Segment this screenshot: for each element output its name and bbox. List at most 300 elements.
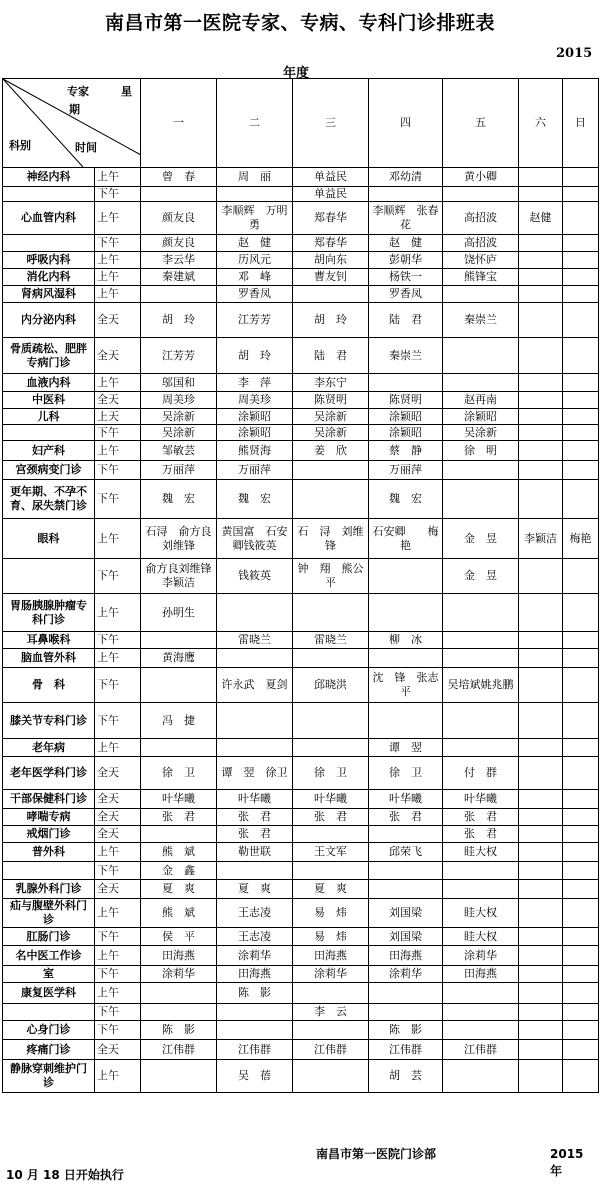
time-cell: 上午 [95, 202, 141, 235]
doctor-cell: 熊 斌 [141, 843, 217, 862]
doctor-cell [563, 252, 599, 269]
time-cell: 下午 [95, 668, 141, 703]
day-header-wed: 三 [293, 79, 369, 168]
doctor-cell [563, 461, 599, 480]
doctor-cell: 黄国富 石安卿钱筱英 [217, 519, 293, 559]
table-row [3, 790, 599, 809]
doctor-cell [563, 480, 599, 519]
dept-cell: 宫颈病变门诊 [3, 461, 95, 480]
doctor-cell [563, 826, 599, 843]
time-cell: 全天 [95, 809, 141, 826]
doctor-cell [293, 461, 369, 480]
header-row [3, 79, 599, 168]
doctor-cell: 涂颖昭 [217, 425, 293, 441]
doctor-cell [369, 374, 443, 392]
doctor-cell [369, 187, 443, 202]
corner-expert: 专家 [67, 85, 89, 98]
dept-cell: 老年病 [3, 739, 95, 757]
table-row [3, 1060, 599, 1093]
dept-cell: 中医科 [3, 392, 95, 409]
doctor-cell: 梅艳 [563, 519, 599, 559]
time-cell: 下午 [95, 425, 141, 441]
doctor-cell [563, 168, 599, 187]
doctor-cell: 魏 宏 [369, 480, 443, 519]
dept-cell: 血液内科 [3, 374, 95, 392]
doctor-cell: 涂颖昭 [369, 409, 443, 425]
table-row [3, 899, 599, 928]
doctor-cell: 赵健 [519, 202, 563, 235]
doctor-cell: 徐 明 [443, 441, 519, 461]
doctor-cell [443, 286, 519, 303]
doctor-cell [563, 790, 599, 809]
doctor-cell: 徐 卫 [141, 757, 217, 790]
table-row [3, 303, 599, 338]
doctor-cell [519, 425, 563, 441]
doctor-cell [217, 703, 293, 739]
doctor-cell [443, 480, 519, 519]
doctor-cell: 江芳芳 [217, 303, 293, 338]
doctor-cell: 石浔 俞方良 刘维锋 [141, 519, 217, 559]
dept-cell: 骨 科 [3, 668, 95, 703]
doctor-cell [217, 1004, 293, 1021]
corner-time: 时间 [75, 141, 97, 154]
table-row [3, 269, 599, 286]
doctor-cell: 熊 斌 [141, 899, 217, 928]
doctor-cell [563, 374, 599, 392]
dept-cell: 内分泌内科 [3, 303, 95, 338]
doctor-cell: 万丽萍 [141, 461, 217, 480]
doctor-cell: 王文军 [293, 843, 369, 862]
doctor-cell: 万丽萍 [217, 461, 293, 480]
doctor-cell: 涂莉华 [293, 966, 369, 983]
table-row [3, 928, 599, 946]
doctor-cell: 许永武 夏剑 [217, 668, 293, 703]
doctor-cell [443, 338, 519, 374]
doctor-cell [563, 880, 599, 899]
dept-cell: 心血管内科 [3, 202, 95, 235]
table-row [3, 392, 599, 409]
doctor-cell [519, 843, 563, 862]
time-cell: 上午 [95, 899, 141, 928]
table-row [3, 235, 599, 252]
doctor-cell: 胡 玲 [217, 338, 293, 374]
doctor-cell [141, 1060, 217, 1093]
doctor-cell: 张 君 [293, 809, 369, 826]
doctor-cell [563, 559, 599, 594]
footer-dept: 南昌市第一医院门诊部 [316, 1147, 437, 1161]
time-cell: 下午 [95, 187, 141, 202]
table-row [3, 1004, 599, 1021]
corner-week: 星 [121, 85, 132, 98]
time-cell: 上午 [95, 374, 141, 392]
doctor-cell [519, 392, 563, 409]
doctor-cell [443, 649, 519, 668]
doctor-cell: 付 群 [443, 757, 519, 790]
time-cell: 上午 [95, 269, 141, 286]
corner-dept: 科别 [9, 139, 31, 152]
table-row [3, 286, 599, 303]
table-row [3, 809, 599, 826]
doctor-cell [563, 392, 599, 409]
doctor-cell: 邬国和 [141, 374, 217, 392]
doctor-cell: 陈贤明 [293, 392, 369, 409]
doctor-cell: 赵再南 [443, 392, 519, 409]
doctor-cell [293, 1060, 369, 1093]
doctor-cell: 杨铁一 [369, 269, 443, 286]
dept-cell: 儿科 [3, 409, 95, 425]
doctor-cell [519, 1004, 563, 1021]
doctor-cell: 江伟群 [293, 1040, 369, 1060]
dept-cell: 妇产科 [3, 441, 95, 461]
doctor-cell: 李 云 [293, 1004, 369, 1021]
dept-cell [3, 559, 95, 594]
doctor-cell [217, 649, 293, 668]
doctor-cell: 高招波 [443, 202, 519, 235]
dept-cell: 戒烟门诊 [3, 826, 95, 843]
doctor-cell [519, 880, 563, 899]
table-row [3, 519, 599, 559]
doctor-cell: 涂莉华 [141, 966, 217, 983]
doctor-cell: 熊贤海 [217, 441, 293, 461]
doctor-cell: 叶华曦 [217, 790, 293, 809]
dept-cell: 呼吸内科 [3, 252, 95, 269]
dept-cell: 名中医工作诊 [3, 946, 95, 966]
time-cell: 上午 [95, 594, 141, 632]
doctor-cell: 俞方良刘维锋李颖洁 [141, 559, 217, 594]
table-row [3, 559, 599, 594]
doctor-cell [443, 374, 519, 392]
doctor-cell: 柳 冰 [369, 632, 443, 649]
doctor-cell [563, 703, 599, 739]
doctor-cell: 单益民 [293, 187, 369, 202]
doctor-cell: 孙明生 [141, 594, 217, 632]
doctor-cell [519, 559, 563, 594]
dept-cell: 消化内科 [3, 269, 95, 286]
table-row [3, 374, 599, 392]
doctor-cell: 金 昱 [443, 519, 519, 559]
doctor-cell: 颜友良 [141, 235, 217, 252]
dept-cell [3, 187, 95, 202]
table-row [3, 168, 599, 187]
doctor-cell [443, 983, 519, 1004]
dept-cell: 胃肠胰腺肿瘤专科门诊 [3, 594, 95, 632]
doctor-cell: 徐 卫 [369, 757, 443, 790]
doctor-cell [563, 928, 599, 946]
doctor-cell [563, 303, 599, 338]
time-cell: 下午 [95, 461, 141, 480]
doctor-cell [519, 441, 563, 461]
time-cell: 下午 [95, 1021, 141, 1040]
time-cell: 全天 [95, 826, 141, 843]
doctor-cell: 李顺辉 万明勇 [217, 202, 293, 235]
dept-cell: 康复医学科 [3, 983, 95, 1004]
dept-cell: 普外科 [3, 843, 95, 862]
doctor-cell: 徐 卫 [293, 757, 369, 790]
doctor-cell: 金 昱 [443, 559, 519, 594]
doctor-cell [519, 649, 563, 668]
doctor-cell [519, 790, 563, 809]
table-row [3, 649, 599, 668]
dept-cell: 神经内科 [3, 168, 95, 187]
doctor-cell: 秦建斌 [141, 269, 217, 286]
doctor-cell: 周美珍 [217, 392, 293, 409]
doctor-cell: 李东宁 [293, 374, 369, 392]
doctor-cell [443, 632, 519, 649]
doctor-cell: 曹友钊 [293, 269, 369, 286]
doctor-cell [563, 899, 599, 928]
doctor-cell [443, 880, 519, 899]
doctor-cell: 姜 欣 [293, 441, 369, 461]
table-row [3, 826, 599, 843]
time-cell: 上午 [95, 519, 141, 559]
doctor-cell: 叶华曦 [293, 790, 369, 809]
doctor-cell: 夏 爽 [293, 880, 369, 899]
doctor-cell [293, 703, 369, 739]
doctor-cell [563, 1021, 599, 1040]
table-row [3, 966, 599, 983]
doctor-cell [519, 826, 563, 843]
doctor-cell [293, 862, 369, 880]
doctor-cell: 邹敏芸 [141, 441, 217, 461]
page-title: 南昌市第一医院专家、专病、专科门诊排班表 [104, 12, 495, 34]
doctor-cell [217, 739, 293, 757]
doctor-cell: 田海燕 [369, 946, 443, 966]
doctor-cell [563, 338, 599, 374]
doctor-cell: 罗香凤 [369, 286, 443, 303]
doctor-cell [563, 1060, 599, 1093]
doctor-cell [519, 252, 563, 269]
time-cell: 下午 [95, 928, 141, 946]
doctor-cell: 陈 影 [217, 983, 293, 1004]
doctor-cell: 江伟群 [217, 1040, 293, 1060]
table-row [3, 703, 599, 739]
doctor-cell [519, 983, 563, 1004]
doctor-cell [443, 862, 519, 880]
dept-cell: 更年期、不孕不育、尿失禁门诊 [3, 480, 95, 519]
doctor-cell: 蔡 静 [369, 441, 443, 461]
doctor-cell: 颜友良 [141, 202, 217, 235]
doctor-cell: 单益民 [293, 168, 369, 187]
time-cell: 全天 [95, 303, 141, 338]
doctor-cell: 叶华曦 [443, 790, 519, 809]
table-row [3, 983, 599, 1004]
doctor-cell: 吴涂新 [293, 425, 369, 441]
doctor-cell [563, 757, 599, 790]
doctor-cell [443, 1004, 519, 1021]
day-header-sun: 日 [563, 79, 599, 168]
table-row [3, 880, 599, 899]
doctor-cell [519, 928, 563, 946]
doctor-cell [443, 594, 519, 632]
dept-cell: 心身门诊 [3, 1021, 95, 1040]
doctor-cell: 江伟群 [141, 1040, 217, 1060]
table-row [3, 739, 599, 757]
time-cell: 上午 [95, 168, 141, 187]
doctor-cell: 万丽萍 [369, 461, 443, 480]
dept-cell: 静脉穿刺维护门诊 [3, 1060, 95, 1093]
doctor-cell: 王志凌 [217, 928, 293, 946]
time-cell: 上午 [95, 1060, 141, 1093]
doctor-cell: 罗香凤 [217, 286, 293, 303]
doctor-cell: 高招波 [443, 235, 519, 252]
doctor-cell [141, 1004, 217, 1021]
doctor-cell: 李顺辉 张春花 [369, 202, 443, 235]
doctor-cell: 雷晓兰 [293, 632, 369, 649]
day-header-fri: 五 [443, 79, 519, 168]
doctor-cell: 张 君 [443, 826, 519, 843]
doctor-cell [563, 286, 599, 303]
doctor-cell: 谭 翌 徐卫 [217, 757, 293, 790]
doctor-cell: 饶怀庐 [443, 252, 519, 269]
doctor-cell: 彭朝华 [369, 252, 443, 269]
doctor-cell: 郑春华 [293, 202, 369, 235]
doctor-cell: 李云华 [141, 252, 217, 269]
doctor-cell [141, 187, 217, 202]
doctor-cell [519, 632, 563, 649]
time-cell: 上午 [95, 252, 141, 269]
doctor-cell [519, 187, 563, 202]
time-cell: 下午 [95, 703, 141, 739]
doctor-cell [369, 559, 443, 594]
doctor-cell: 沈 锋 张志平 [369, 668, 443, 703]
doctor-cell [217, 594, 293, 632]
dept-cell: 肾病风湿科 [3, 286, 95, 303]
doctor-cell [141, 632, 217, 649]
doctor-cell [563, 668, 599, 703]
day-header-tue: 二 [217, 79, 293, 168]
doctor-cell [293, 286, 369, 303]
schedule-table [2, 78, 599, 1093]
doctor-cell: 石 浔 刘维锋 [293, 519, 369, 559]
day-header-sat: 六 [519, 79, 563, 168]
doctor-cell: 张 君 [141, 809, 217, 826]
doctor-cell [443, 739, 519, 757]
doctor-cell [563, 409, 599, 425]
doctor-cell: 吴涂新 [141, 409, 217, 425]
doctor-cell: 涂莉华 [217, 946, 293, 966]
doctor-cell: 夏 爽 [217, 880, 293, 899]
doctor-cell: 赵 健 [369, 235, 443, 252]
doctor-cell [141, 826, 217, 843]
doctor-cell: 吴 蓓 [217, 1060, 293, 1093]
doctor-cell [563, 187, 599, 202]
doctor-cell: 夏 爽 [141, 880, 217, 899]
doctor-cell [563, 235, 599, 252]
doctor-cell: 眭大权 [443, 899, 519, 928]
doctor-cell: 黄海鹰 [141, 649, 217, 668]
doctor-cell [519, 668, 563, 703]
doctor-cell [519, 809, 563, 826]
doctor-cell [141, 286, 217, 303]
table-row [3, 461, 599, 480]
time-cell: 全天 [95, 392, 141, 409]
doctor-cell [293, 826, 369, 843]
time-cell: 上午 [95, 286, 141, 303]
dept-cell: 干部保健科门诊 [3, 790, 95, 809]
doctor-cell: 郑春华 [293, 235, 369, 252]
corner-period: 期 [69, 103, 80, 116]
doctor-cell: 张 君 [369, 809, 443, 826]
doctor-cell [519, 374, 563, 392]
doctor-cell [293, 983, 369, 1004]
doctor-cell [369, 703, 443, 739]
time-cell: 全天 [95, 880, 141, 899]
time-cell: 下午 [95, 966, 141, 983]
doctor-cell [563, 269, 599, 286]
doctor-cell [519, 235, 563, 252]
dept-cell: 骨质疏松、肥胖专病门诊 [3, 338, 95, 374]
doctor-cell [563, 983, 599, 1004]
doctor-cell [519, 168, 563, 187]
doctor-cell: 秦崇兰 [369, 338, 443, 374]
year-suffix: 年度 [283, 66, 310, 81]
doctor-cell: 涂莉华 [369, 966, 443, 983]
doctor-cell: 王志凌 [217, 899, 293, 928]
doctor-cell [519, 1021, 563, 1040]
doctor-cell: 陈 影 [141, 1021, 217, 1040]
time-cell: 下午 [95, 1004, 141, 1021]
doctor-cell: 陈贤明 [369, 392, 443, 409]
dept-cell: 耳鼻喉科 [3, 632, 95, 649]
table-row [3, 1021, 599, 1040]
time-cell: 上午 [95, 441, 141, 461]
doctor-cell [519, 1040, 563, 1060]
doctor-cell: 吴涂新 [293, 409, 369, 425]
doctor-cell: 胡 玲 [293, 303, 369, 338]
doctor-cell: 李颖洁 [519, 519, 563, 559]
doctor-cell [443, 1021, 519, 1040]
doctor-cell [563, 862, 599, 880]
doctor-cell: 金 鑫 [141, 862, 217, 880]
doctor-cell [563, 739, 599, 757]
table-row [3, 252, 599, 269]
time-cell: 上午 [95, 843, 141, 862]
doctor-cell: 雷晓兰 [217, 632, 293, 649]
doctor-cell [369, 862, 443, 880]
doctor-cell [563, 441, 599, 461]
doctor-cell: 涂莉华 [443, 946, 519, 966]
dept-cell [3, 1004, 95, 1021]
doctor-cell: 邱荣飞 [369, 843, 443, 862]
dept-cell: 膝关节专科门诊 [3, 703, 95, 739]
doctor-cell [519, 303, 563, 338]
doctor-cell: 田海燕 [293, 946, 369, 966]
doctor-cell: 钱筱英 [217, 559, 293, 594]
day-header-mon: 一 [141, 79, 217, 168]
doctor-cell [519, 286, 563, 303]
table-row [3, 409, 599, 425]
doctor-cell [563, 1040, 599, 1060]
year-label: 2015 [556, 46, 593, 61]
time-cell: 上天 [95, 409, 141, 425]
doctor-cell: 周美珍 [141, 392, 217, 409]
doctor-cell [563, 966, 599, 983]
dept-cell: 眼科 [3, 519, 95, 559]
doctor-cell: 勒世联 [217, 843, 293, 862]
doctor-cell: 胡 玲 [141, 303, 217, 338]
time-cell: 下午 [95, 559, 141, 594]
doctor-cell [443, 461, 519, 480]
doctor-cell [293, 739, 369, 757]
doctor-cell [369, 880, 443, 899]
doctor-cell: 陈 影 [369, 1021, 443, 1040]
doctor-cell: 魏 宏 [217, 480, 293, 519]
dept-cell [3, 425, 95, 441]
doctor-cell: 田海燕 [141, 946, 217, 966]
doctor-cell [563, 594, 599, 632]
doctor-cell: 曾 春 [141, 168, 217, 187]
doctor-cell [563, 649, 599, 668]
